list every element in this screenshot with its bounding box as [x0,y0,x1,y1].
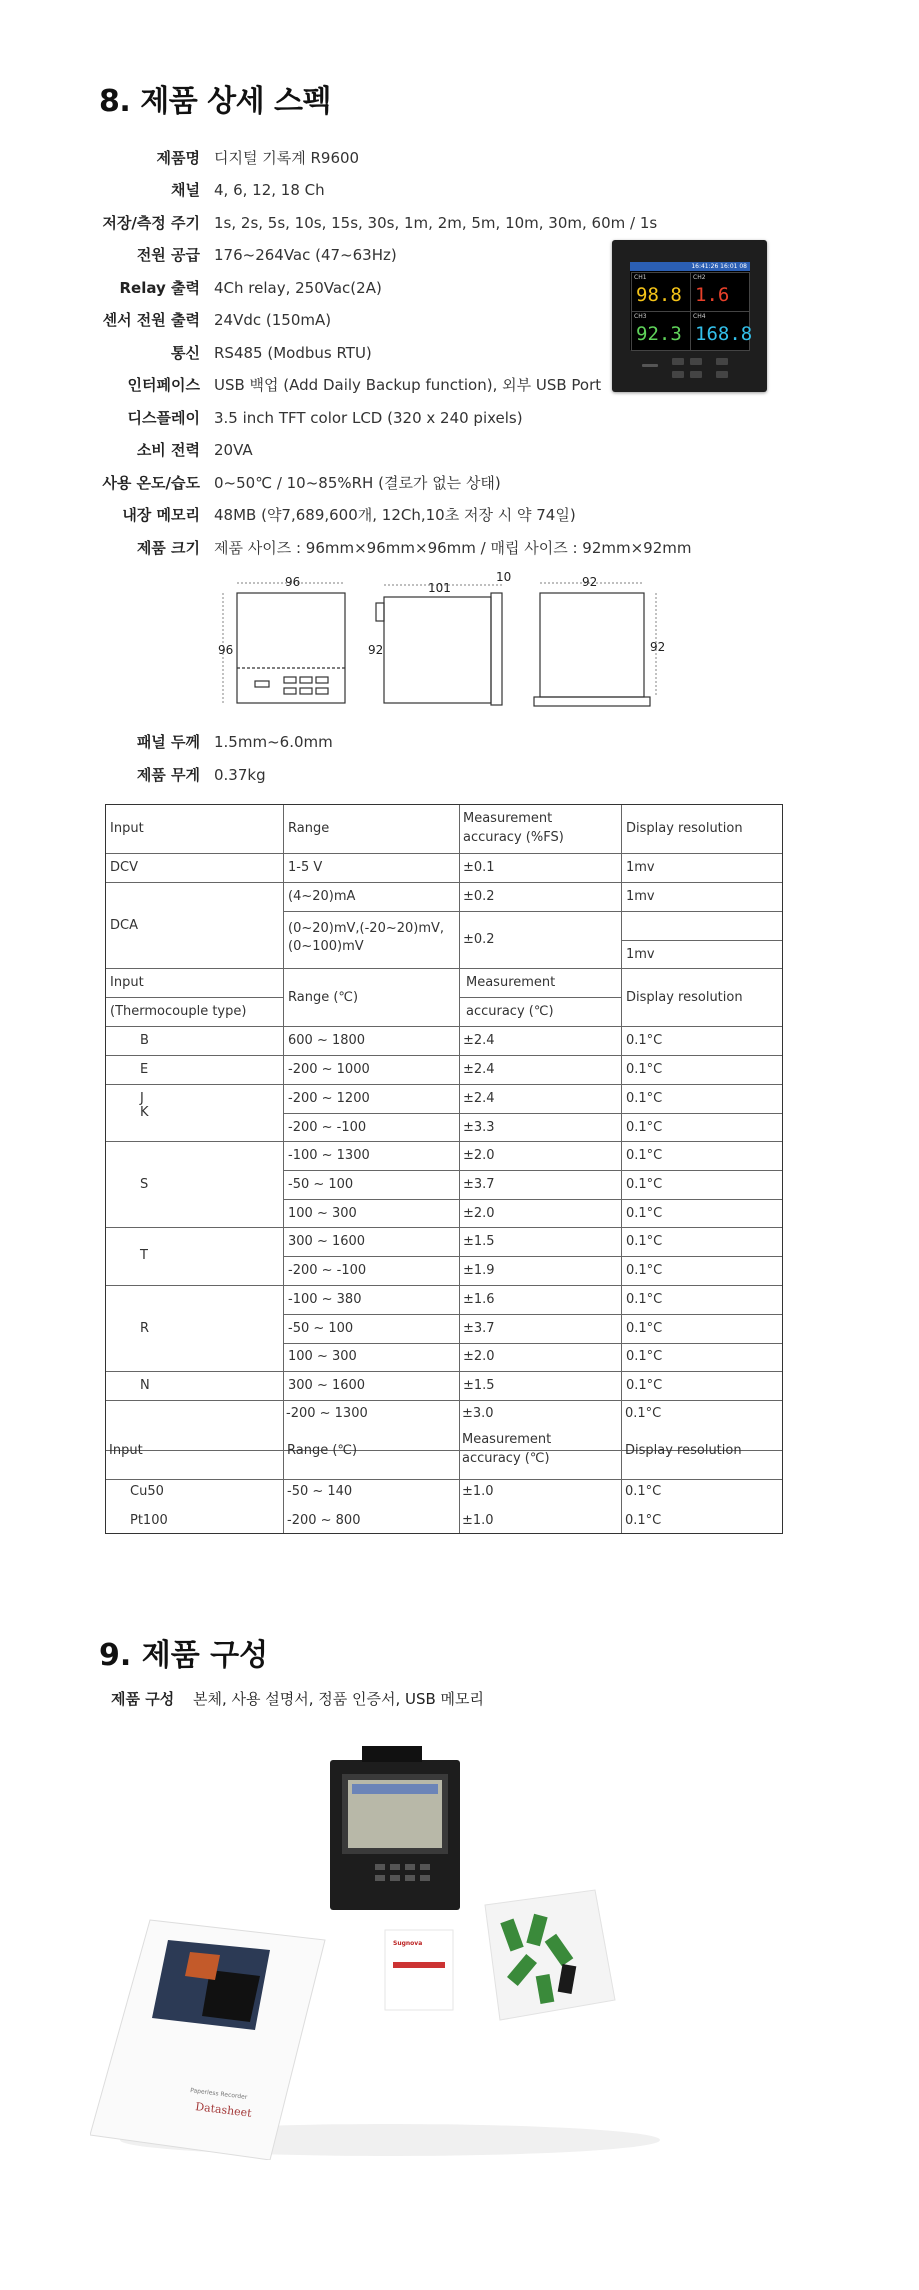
cell-range: -100 ~ 1300 [288,1148,370,1163]
dim-side-height: 92 [368,643,384,657]
cell-type: N [140,1378,150,1393]
dim-side-lip: 10 [496,570,512,584]
table-hline [283,911,782,912]
cell-range: 300 ~ 1600 [288,1378,366,1393]
cell-type: J [140,1091,144,1106]
channel-name: CH4 [693,313,706,320]
cell-range: 1-5 V [288,860,323,875]
cell-range: -50 ~ 100 [288,1321,354,1336]
spec-label: Relay 출력 [119,279,200,297]
cell-accuracy: ±3.3 [463,1120,495,1135]
table-header-display: Display resolution [625,1443,742,1458]
components-value: 본체, 사용 설명서, 정품 인증서, USB 메모리 [192,1690,485,1708]
table-header-input-type: (Thermocouple type) [110,1004,247,1019]
device-logo [642,364,658,367]
device-key [716,371,728,378]
spec-value: 48MB (약7,689,600개, 12Ch,10초 저장 시 약 74일) [214,506,576,524]
channel-value: 98.8 [636,284,682,306]
table-header-input: Input [109,1443,143,1458]
cell-range: 300 ~ 1600 [288,1234,366,1249]
table-hline [283,1343,782,1344]
table-hline [106,1285,782,1286]
table-hline [283,1113,782,1114]
device-screen [630,262,753,350]
spec-label: 저장/측정 주기 [102,214,200,232]
cell-display: 1mv [626,860,655,875]
spec-label: 채널 [171,181,200,199]
cell-display: 0.1°C [626,1206,663,1221]
cell-type: R [140,1321,150,1336]
spec-label: 소비 전력 [136,441,200,459]
spec-value: 1.5mm~6.0mm [214,733,333,751]
table-header-range: Range (℃) [287,1443,358,1458]
table-header-accuracy: Measurement [462,1432,552,1447]
channel-name: CH2 [693,274,706,281]
cell-accuracy: ±3.7 [463,1177,495,1192]
channel-name: CH3 [634,313,647,320]
spec-label: 패널 두께 [136,733,200,751]
cell-range: -200 ~ -100 [288,1263,367,1278]
cell-accuracy: ±1.0 [462,1513,494,1528]
table-header-range: Range [288,821,330,836]
table-header-accuracy-unit: accuracy (℃) [462,1451,550,1466]
cell-display: 0.1°C [626,1378,663,1393]
cell-display: 0.1°C [626,1349,663,1364]
table-hline [283,1314,782,1315]
cell-accuracy: ±2.0 [463,1349,495,1364]
spec-label: 센서 전원 출력 [102,311,200,329]
spec-value: 24Vdc (150mA) [214,311,332,329]
components-row [111,1688,484,1709]
device-status-bar [630,262,750,271]
side-view-drawing [376,585,502,705]
device-key [672,358,684,365]
table-hline [106,968,782,969]
table-header-accuracy: Measurement [463,811,553,826]
spec-value: 디지털 기록계 R9600 [214,149,360,167]
cell-display: 0.1°C [626,1292,663,1307]
table-hline [106,1400,782,1401]
cell-range: -200 ~ 1300 [286,1406,368,1421]
dim-side-depth: 101 [428,581,451,595]
spec-section-title: 8. 제품 상세 스펙 [99,84,331,119]
spec-label: 전원 공급 [136,246,200,264]
table-hline [459,997,621,998]
cell-type: B [140,1033,149,1048]
cell-range: (4~20)mA [288,889,356,904]
cell-accuracy: ±2.0 [463,1206,495,1221]
cell-type: Cu50 [130,1484,164,1499]
cell-type: K [140,1105,149,1120]
device-image [612,240,767,392]
cell-display: 1mv [626,889,655,904]
table-hline [106,1371,782,1372]
device-channel [631,272,691,312]
spec-label: 인터페이스 [127,376,200,394]
cell-display: 0.1°C [625,1484,662,1499]
dim-back-height: 92 [650,640,666,654]
cell-display: 0.1°C [626,1263,663,1278]
table-header-accuracy-unit: accuracy (℃) [466,1004,554,1019]
cell-range: -50 ~ 140 [287,1484,353,1499]
table-hline [283,1170,782,1171]
cell-display: 0.1°C [626,1234,663,1249]
cell-display: 0.1°C [626,1148,663,1163]
spec-label: 디스플레이 [127,409,200,427]
cell-display: 1mv [626,947,655,962]
cell-range: -200 ~ 1000 [288,1062,370,1077]
components-section-title: 9. 제품 구성 [99,1638,269,1673]
device-channel [631,311,691,351]
cell-range: 600 ~ 1800 [288,1033,366,1048]
channel-value: 168.8 [695,323,753,345]
cell-range: -100 ~ 380 [288,1292,362,1307]
cell-display: 0.1°C [626,1177,663,1192]
table-hline [106,1141,782,1142]
table-hline [106,1084,782,1085]
dim-front-height: 96 [218,643,234,657]
cell-accuracy: ±0.2 [463,889,495,904]
spec-value: 0.37kg [214,766,266,784]
cell-type: T [140,1248,148,1263]
table-hline [106,997,283,998]
cell-display: 0.1°C [626,1321,663,1336]
table-header-range: Range (℃) [288,990,359,1005]
spec-value: 20VA [214,441,253,459]
cell-accuracy: ±2.0 [463,1148,495,1163]
table-vline [459,805,460,1533]
cell-accuracy: ±1.5 [463,1378,495,1393]
spec-value: 제품 사이즈 : 96mm×96mm×96mm / 매립 사이즈 : 92mm×92mm [214,539,692,557]
spec-value: 4Ch relay, 250Vac(2A) [214,279,382,297]
table-hline [106,1227,782,1228]
table-hline [283,1256,782,1257]
datasheet-subtitle: Paperless Recorder [189,2087,248,2101]
cell-display: 0.1°C [626,1062,663,1077]
device-key [690,358,702,365]
cell-range: 100 ~ 300 [288,1349,357,1364]
device-channel [690,272,750,312]
certificate-card [385,1930,453,2010]
cell-range: 100 ~ 300 [288,1206,357,1221]
card-brand: Sugnova [393,1940,423,1947]
spec-label: 제품 무게 [136,766,200,784]
spec-label: 제품명 [156,149,200,167]
back-view-drawing [534,583,656,706]
cell-accuracy: ±1.5 [463,1234,495,1249]
components-label: 제품 구성 [111,1690,175,1708]
table-hline [283,1199,782,1200]
cell-type: Pt100 [130,1513,168,1528]
spec-value: 0~50℃ / 10~85%RH (결로가 없는 상태) [214,474,501,492]
table-header-input: Input [110,975,144,990]
table-header-accuracy-unit: accuracy (%FS) [463,830,564,845]
cell-input: DCA [110,918,138,933]
datasheet-title: Datasheet [194,2100,253,2120]
cell-display: 0.1°C [626,1120,663,1135]
cell-display: 0.1°C [625,1513,662,1528]
cell-accuracy: ±3.7 [463,1321,495,1336]
cell-display: 0.1°C [626,1091,663,1106]
accuracy-table [105,804,783,1534]
spec-value: RS485 (Modbus RTU) [214,344,372,362]
spec-label: 통신 [171,344,200,362]
channel-value: 92.3 [636,323,682,345]
cell-accuracy: ±1.6 [463,1292,495,1307]
cell-accuracy: ±3.0 [462,1406,494,1421]
table-hline [106,1026,782,1027]
spec-value: 3.5 inch TFT color LCD (320 x 240 pixels) [214,409,523,427]
table-hline [106,853,782,854]
spec-value: 1s, 2s, 5s, 10s, 15s, 30s, 1m, 2m, 5m, 10m, 30m, 60m / 1s [214,214,658,232]
spec-value: USB 백업 (Add Daily Backup function), 외부 USB Port [214,376,602,394]
cell-accuracy: ±0.1 [463,860,495,875]
cell-range: -50 ~ 100 [288,1177,354,1192]
device-key [716,358,728,365]
channel-name: CH1 [634,274,647,281]
dim-back-width: 92 [582,575,598,589]
table-header-display: Display resolution [626,990,743,1005]
table-header-input: Input [110,821,144,836]
datasheet-booklet [90,1920,325,2160]
cell-range: -200 ~ 800 [287,1513,361,1528]
cell-type: S [140,1177,149,1192]
table-header-accuracy: Measurement [466,975,556,990]
table-hline [106,882,782,883]
recorder-unit [330,1746,460,1910]
table-hline [106,1479,782,1480]
cell-range: -200 ~ -100 [288,1120,367,1135]
cell-range: (0~100)mV [288,939,364,954]
cell-accuracy: ±1.9 [463,1263,495,1278]
table-vline [283,805,284,1533]
cell-accuracy: ±1.0 [462,1484,494,1499]
table-header-display: Display resolution [626,821,743,836]
table-vline [621,805,622,1533]
channel-value: 1.6 [695,284,730,306]
cell-input: DCV [110,860,138,875]
product-contents-image [90,1740,680,2160]
spec-label: 제품 크기 [136,539,200,557]
device-key [690,371,702,378]
cell-display: 0.1°C [626,1033,663,1048]
spec-label: 사용 온도/습도 [102,474,200,492]
cell-accuracy: ±0.2 [463,932,495,947]
table-hline [106,1055,782,1056]
front-view-drawing [223,583,345,703]
cell-accuracy: ±2.4 [463,1062,495,1077]
cell-type: E [140,1062,149,1077]
device-key [672,371,684,378]
table-hline [621,940,782,941]
device-time: 16:41:26 16:01 08 [691,263,747,270]
cell-display: 0.1°C [625,1406,662,1421]
device-channel [690,311,753,351]
cell-range: -200 ~ 1200 [288,1091,370,1106]
cell-accuracy: ±2.4 [463,1033,495,1048]
spec-value: 4, 6, 12, 18 Ch [214,181,325,199]
cell-range: (0~20)mV,(-20~20)mV, [288,921,445,936]
dim-front-width: 96 [285,575,301,589]
connector-bag [485,1890,615,2020]
cell-accuracy: ±2.4 [463,1091,495,1106]
spec-value: 176~264Vac (47~63Hz) [214,246,397,264]
spec-label: 내장 메모리 [122,506,200,524]
